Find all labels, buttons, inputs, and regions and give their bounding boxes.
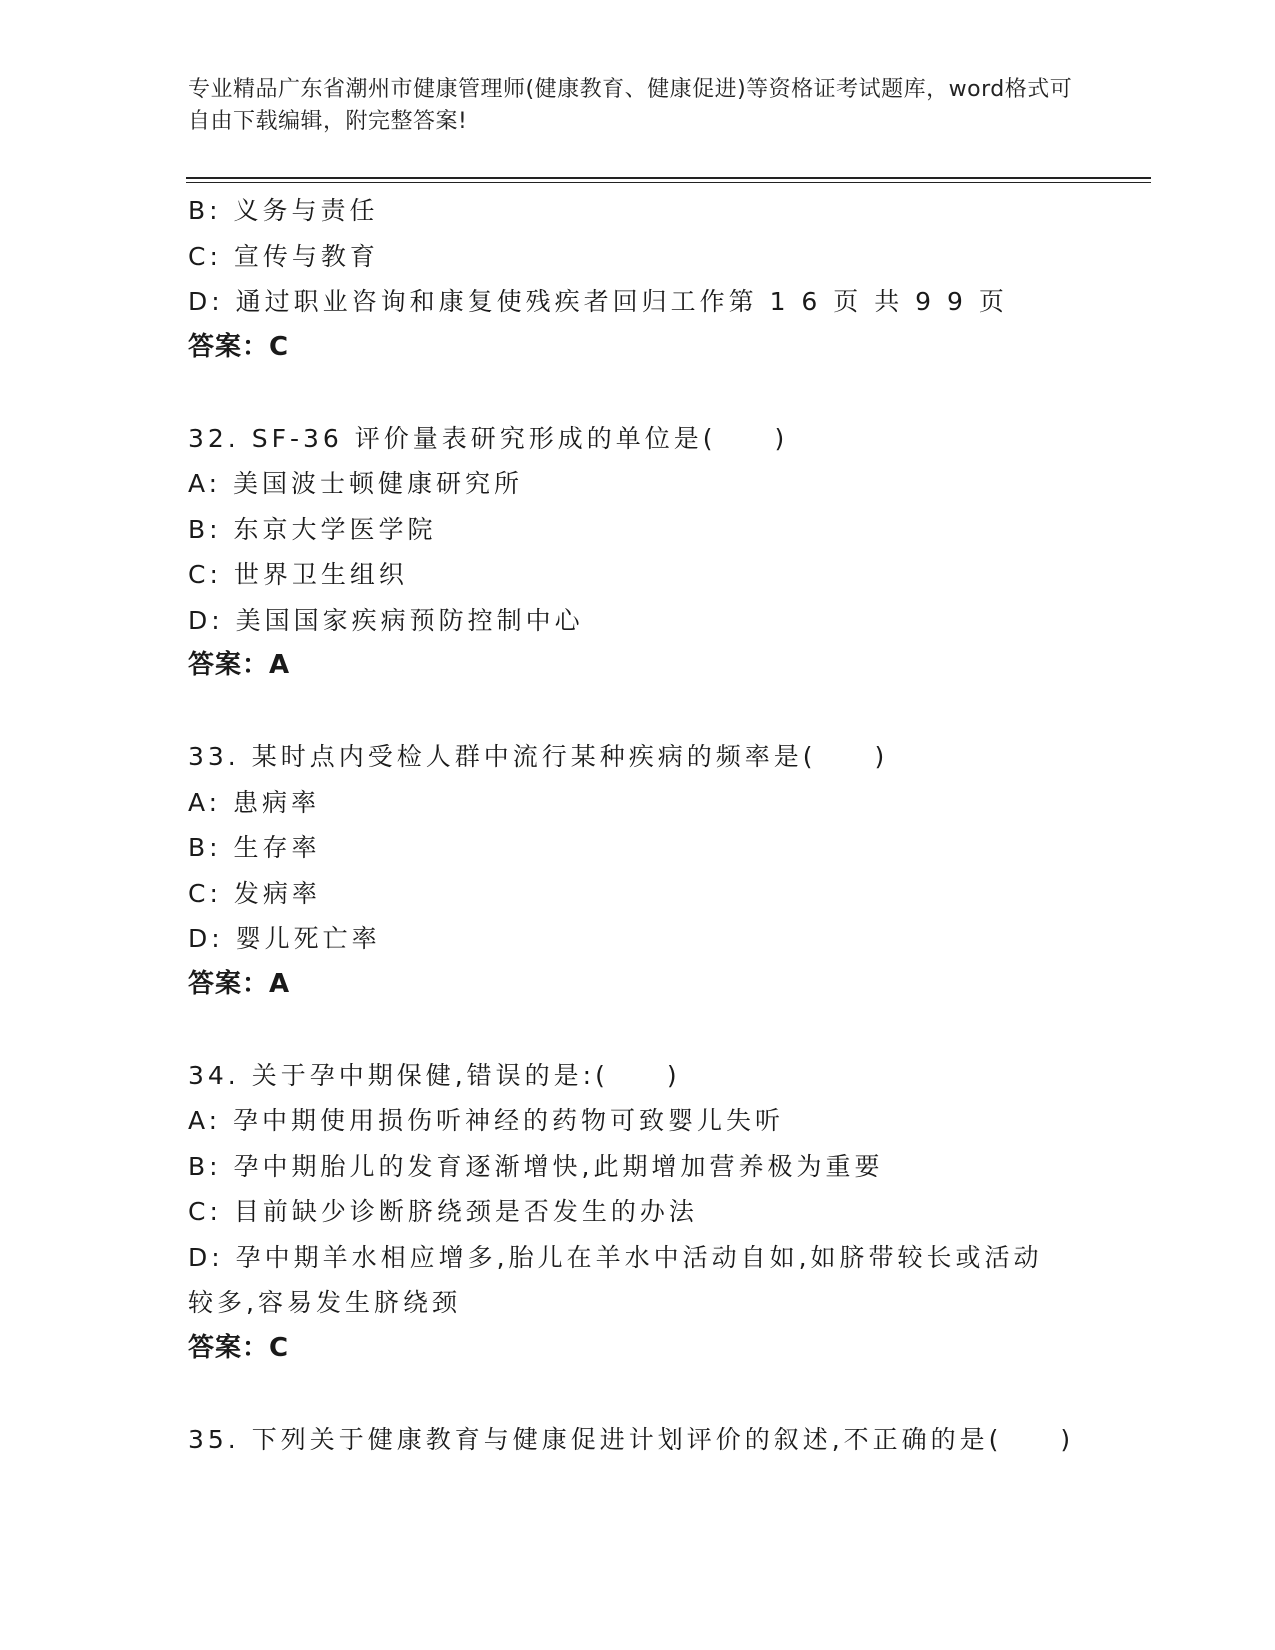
option-d: D: 美国国家疾病预防控制中心 xyxy=(188,605,584,635)
answer: 答案：C xyxy=(188,1332,290,1363)
question-content xyxy=(188,188,1088,1462)
question-text: 35. 下列关于健康教育与健康促进计划评价的叙述,不正确的是( ) xyxy=(188,1424,1075,1454)
question-32 xyxy=(188,416,1088,689)
option-a: A: 美国波士顿健康研究所 xyxy=(188,469,524,498)
question-33 xyxy=(188,734,1088,1007)
question-34 xyxy=(188,1053,1088,1372)
prev-question-block xyxy=(188,188,1088,370)
option-c: C: 宣传与教育 xyxy=(188,241,379,271)
option-b: B: 东京大学医学院 xyxy=(188,514,437,544)
header-rule-thick xyxy=(186,177,1151,179)
option-d: D: 孕中期羊水相应增多,胎儿在羊水中活动自如,如脐带较长或活动较多,容易发生脐绕颈 xyxy=(188,1242,1043,1317)
question-text: 33. 某时点内受检人群中流行某种疾病的频率是( ) xyxy=(188,742,889,771)
answer: 答案：C xyxy=(188,331,290,362)
question-text: 32. SF-36 评价量表研究形成的单位是( ) xyxy=(188,423,789,453)
option-a: A: 孕中期使用损伤听神经的药物可致婴儿失听 xyxy=(188,1106,785,1135)
option-d: D: 婴儿死亡率 xyxy=(188,924,381,953)
document-header: 专业精品广东省潮州市健康管理师(健康教育、健康促进)等资格证考试题库，word格式可自由下载编辑，附完整答案! xyxy=(188,77,1073,134)
answer: 答案：A xyxy=(188,650,291,680)
option-c: C: 世界卫生组织 xyxy=(188,560,408,589)
question-text: 34. 关于孕中期保健,错误的是:( ) xyxy=(188,1060,681,1090)
option-b: B: 生存率 xyxy=(188,833,321,862)
option-b: B: 义务与责任 xyxy=(188,196,379,225)
header-rule-thin xyxy=(186,182,1151,183)
question-35 xyxy=(188,1417,1088,1463)
answer: 答案：A xyxy=(188,968,291,999)
option-a: A: 患病率 xyxy=(188,787,321,817)
option-d: D: 通过职业咨询和康复使残疾者回归工作第 1 6 页 共 9 9 页 xyxy=(188,287,1008,316)
option-c: C: 发病率 xyxy=(188,878,321,908)
option-c: C: 目前缺少诊断脐绕颈是否发生的办法 xyxy=(188,1197,698,1226)
option-b: B: 孕中期胎儿的发育逐渐增快,此期增加营养极为重要 xyxy=(188,1151,884,1181)
